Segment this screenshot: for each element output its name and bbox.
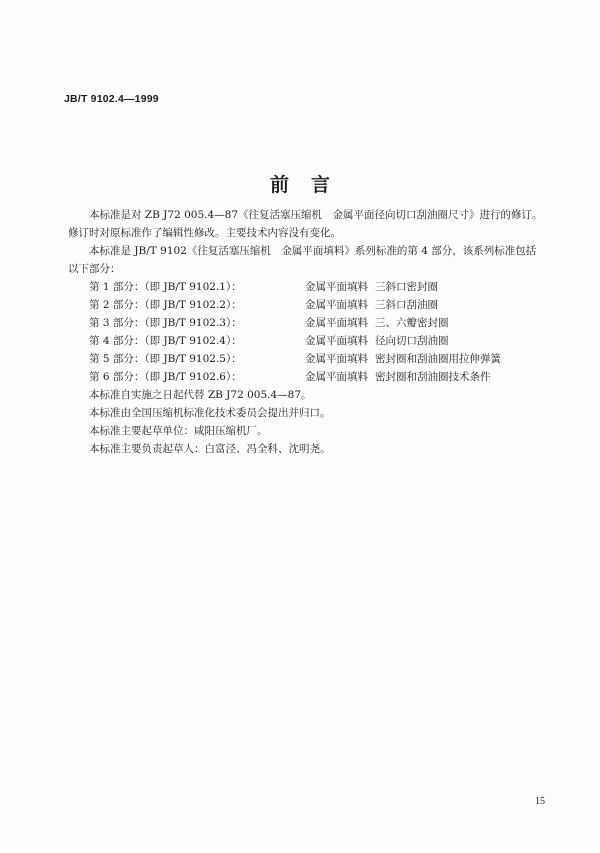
part-item bbox=[68, 314, 550, 332]
part-item bbox=[68, 296, 550, 314]
part-item bbox=[68, 350, 550, 368]
part-desc: 径向切口刮油圈 bbox=[375, 335, 449, 347]
paragraph-line: 本标准是对 ZB J72 005.4—87《往复活塞压缩机 金属平面径向切口刮油圈尺寸》进行的修订。 bbox=[89, 209, 543, 221]
standard-code: JB/T 9102.4—1999 bbox=[64, 93, 159, 105]
part-name: 金属平面填料 bbox=[305, 353, 368, 365]
part-item bbox=[68, 368, 550, 386]
part-desc: 三、六瓣密封圈 bbox=[375, 317, 449, 329]
part-prefix: 第 4 部分：（即 JB/T 9102.4）： bbox=[89, 335, 242, 347]
part-prefix: 第 3 部分：（即 JB/T 9102.3）： bbox=[89, 317, 242, 329]
paragraph-line: 本标准是 JB/T 9102《往复活塞压缩机 金属平面填料》系列标准的第 4 部分，该系列标准包括 bbox=[89, 245, 537, 257]
part-desc: 三斜口刮油圈 bbox=[375, 299, 438, 311]
paragraph-line: 以下部分： bbox=[68, 263, 121, 275]
paragraph-line: 本标准由全国压缩机标准化技术委员会提出并归口。 bbox=[89, 407, 331, 419]
part-prefix: 第 2 部分：（即 JB/T 9102.2）： bbox=[89, 299, 242, 311]
part-name: 金属平面填料 bbox=[305, 335, 368, 347]
part-prefix: 第 6 部分：（即 JB/T 9102.6）： bbox=[89, 371, 242, 383]
paragraph-line: 本标准自实施之日起代替 ZB J72 005.4—87。 bbox=[89, 389, 312, 401]
paragraph-line: 本标准主要起草单位：咸阳压缩机厂。 bbox=[89, 425, 268, 437]
part-name: 金属平面填料 bbox=[305, 317, 368, 329]
part-item bbox=[68, 332, 550, 350]
part-name: 金属平面填料 bbox=[305, 281, 368, 293]
part-name: 金属平面填料 bbox=[305, 299, 368, 311]
part-desc: 密封圈和刮油圈技术条件 bbox=[375, 371, 491, 383]
part-desc: 密封圈和刮油圈用拉伸弹簧 bbox=[375, 353, 501, 365]
page-number: 15 bbox=[535, 796, 545, 807]
paragraph-line: 本标准主要负责起草人：白富泾、冯全科、沈明尧。 bbox=[89, 443, 331, 455]
part-prefix: 第 1 部分：（即 JB/T 9102.1）： bbox=[89, 281, 242, 293]
part-item bbox=[68, 278, 550, 296]
part-prefix: 第 5 部分：（即 JB/T 9102.5）： bbox=[89, 353, 242, 365]
part-name: 金属平面填料 bbox=[305, 371, 368, 383]
part-desc: 三斜口密封圈 bbox=[375, 281, 438, 293]
page-title: 前言 bbox=[269, 174, 352, 196]
foreword-body bbox=[68, 206, 550, 458]
paragraph-line: 修订时对原标准作了编辑性修改。主要技术内容没有变化。 bbox=[68, 227, 341, 239]
